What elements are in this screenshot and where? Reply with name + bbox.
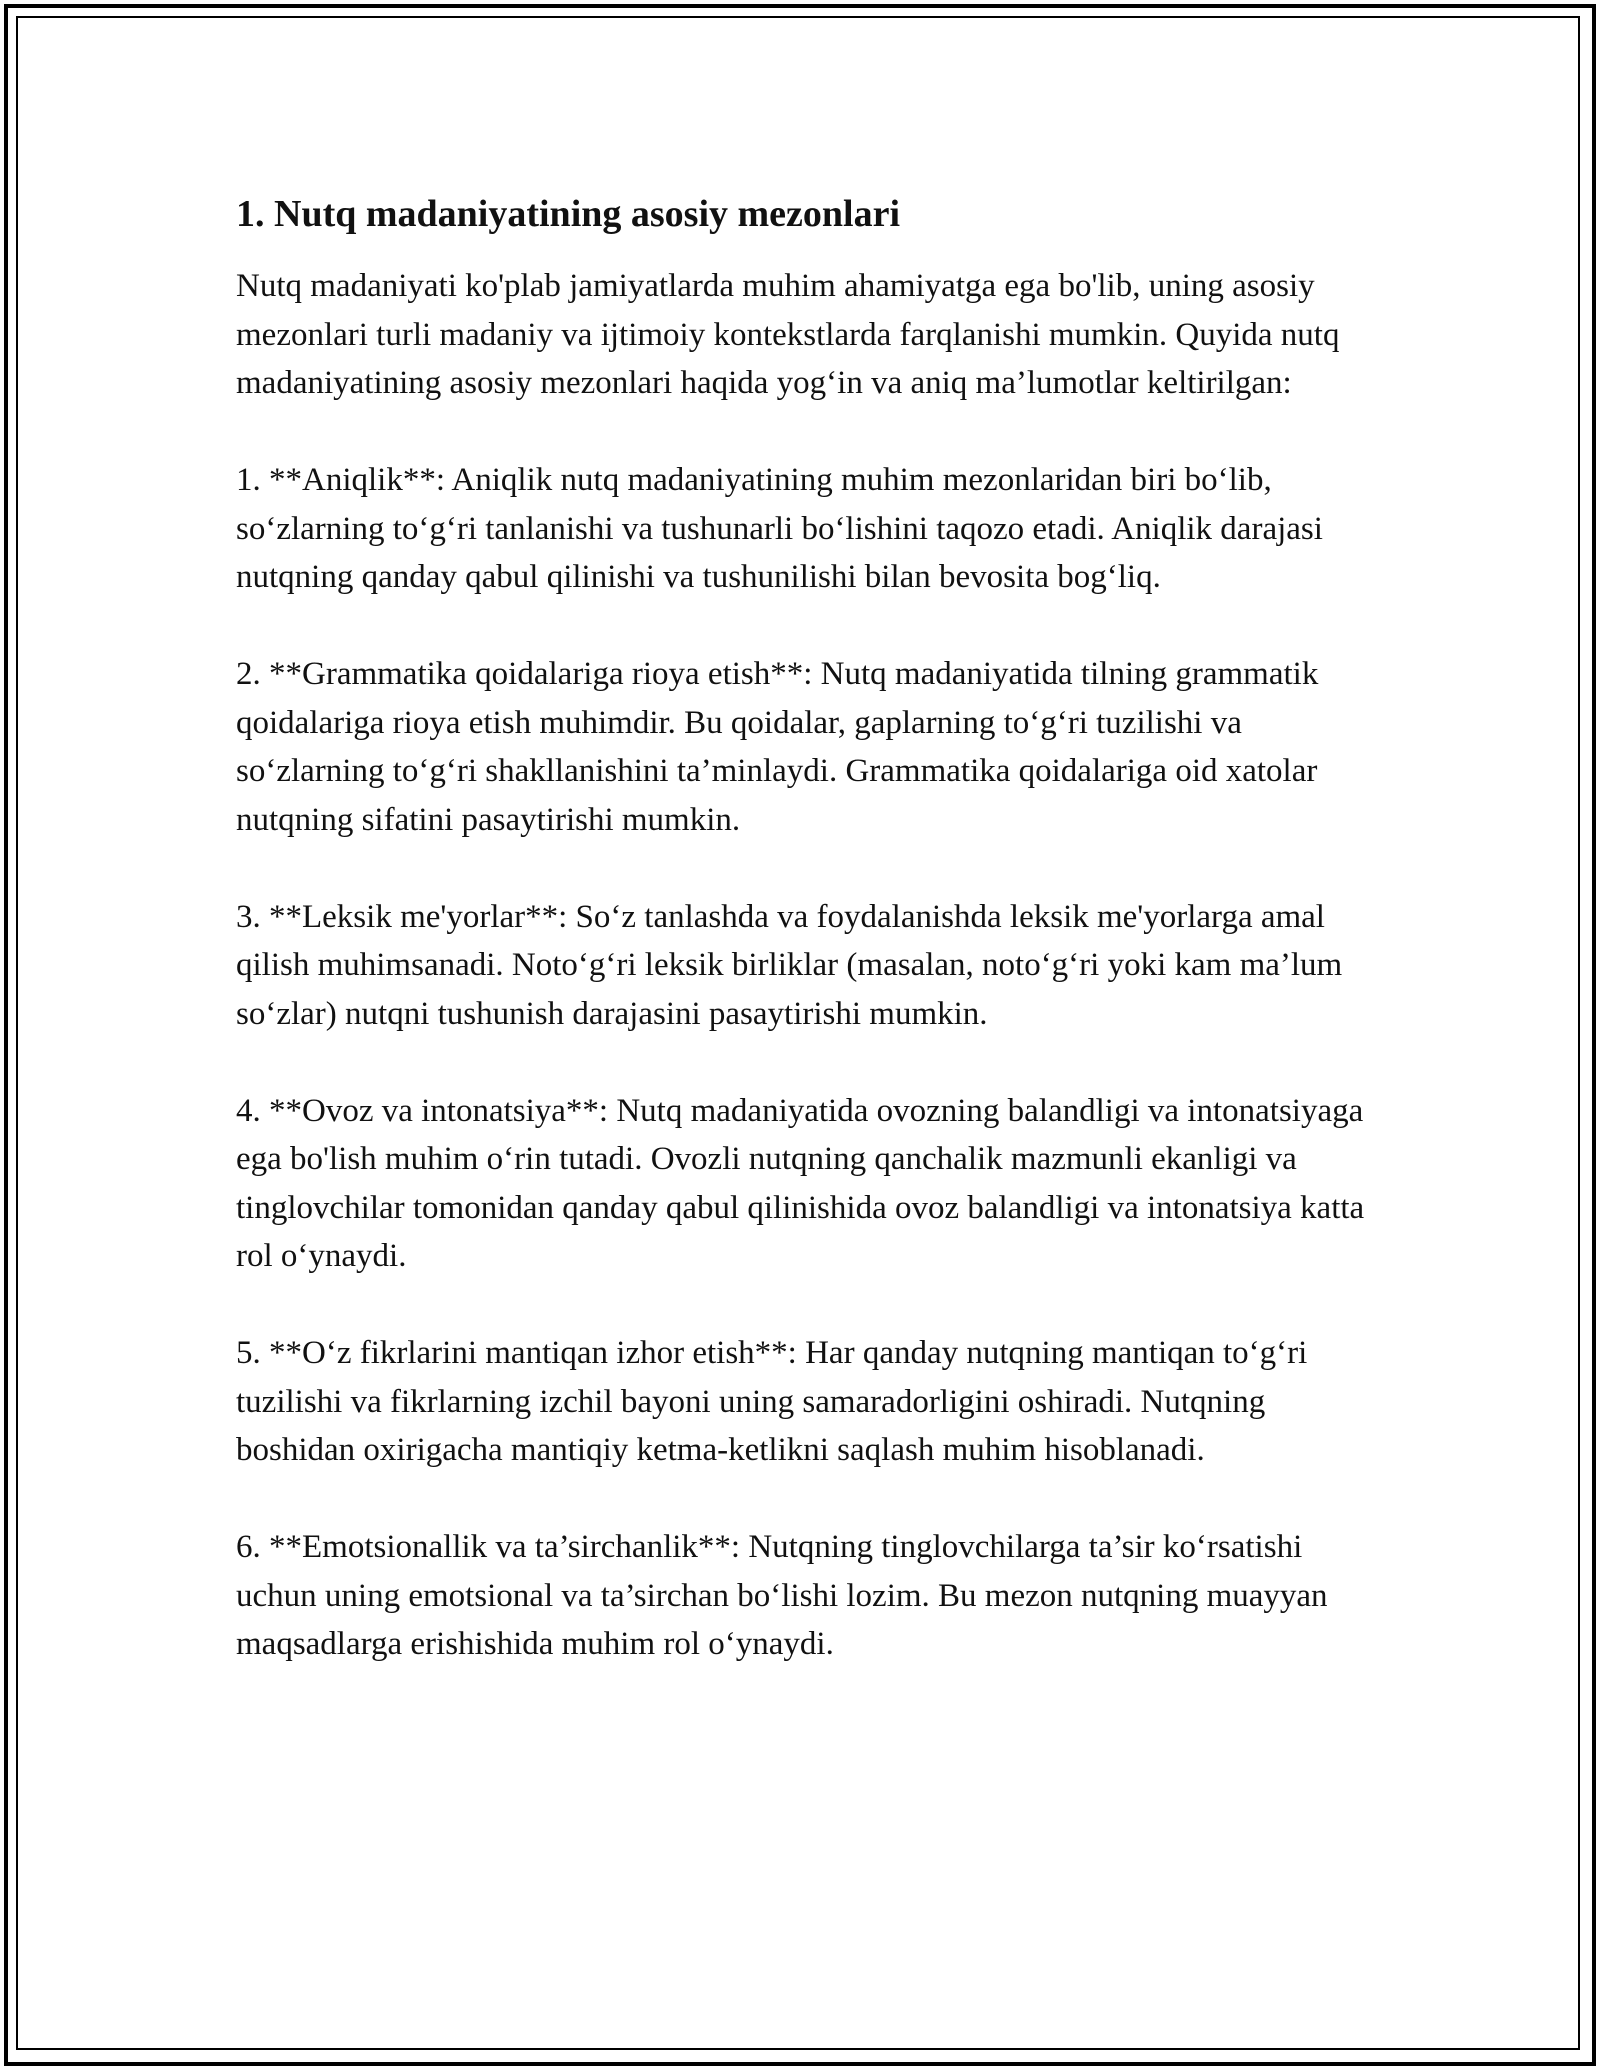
criterion-paragraph: 3. **Leksik me'yorlar**: So‘z tanlashda va foydalanishda leksik me'yorlarga amal qilish muhimsanadi. Noto‘g‘ri leksik birliklar (masalan, noto‘g‘ri yoki kam ma’lum so‘zlar) nutqni tushunish darajasini pasaytirishi mumkin. bbox=[236, 898, 1343, 1032]
criterion-paragraph: 6. **Emotsionallik va ta’sirchanlik**: Nutqning tinglovchilarga ta’sir ko‘rsatishi uchun uning emotsional va ta’sirchan bo‘lishi lozim. Bu mezon nutqning muayyan maqsadlarga erishishida muhim rol o‘ynaydi. bbox=[236, 1529, 1328, 1662]
intro-paragraph: Nutq madaniyati ko'plab jamiyatlarda muhim ahamiyatga ega bo'lib, uning asosiy mezonlari turli madaniy va ijtimoiy kontekstlarda farqlanishi mumkin. Quyida nutq madaniyatining asosiy mezonlari haqida yog‘in va aniq ma’lumotlar keltirilgan: bbox=[236, 268, 1340, 401]
criterion-paragraph: 1. **Aniqlik**: Aniqlik nutq madaniyatining muhim mezonlaridan biri bo‘lib, so‘zlarning to‘g‘ri tanlanishi va tushunarli bo‘lishini taqozo etadi. Aniqlik darajasi nutqning qanday qabul qilinishi va tushunilishi bilan bevosita bog‘liq. bbox=[236, 462, 1323, 595]
criterion-paragraph: 5. **O‘z fikrlarini mantiqan izhor etish**: Har qanday nutqning mantiqan to‘g‘ri tuzilishi va fikrlarning izchil bayoni uning samaradorligini oshiradi. Nutqning boshidan oxirigacha mantiqiy ketma-ketlikni saqlash muhim hisoblanadi. bbox=[236, 1335, 1308, 1468]
criterion-paragraph: 4. **Ovoz va intonatsiya**: Nutq madaniyatida ovozning balandligi va intonatsiyaga ega bo'lish muhim o‘rin tutadi. Ovozli nutqning qanchalik mazmunli ekanligi va tinglovchilar tomonidan qanday qabul qilinishida ovoz balandligi va intonatsiya katta rol o‘ynaydi. bbox=[236, 1092, 1365, 1274]
document-body bbox=[236, 192, 1376, 1669]
section-heading: 1. Nutq madaniyatining asosiy mezonlari bbox=[236, 193, 901, 235]
criterion-paragraph: 2. **Grammatika qoidalariga rioya etish**: Nutq madaniyatida tilning grammatik qoidalariga rioya etish muhimdir. Bu qoidalar, gaplarning to‘g‘ri tuzilishi va so‘zlarning to‘g‘ri shakllanishini ta’minlaydi. Grammatika qoidalariga oid xatolar nutqning sifatini pasaytirishi mumkin. bbox=[236, 656, 1319, 838]
